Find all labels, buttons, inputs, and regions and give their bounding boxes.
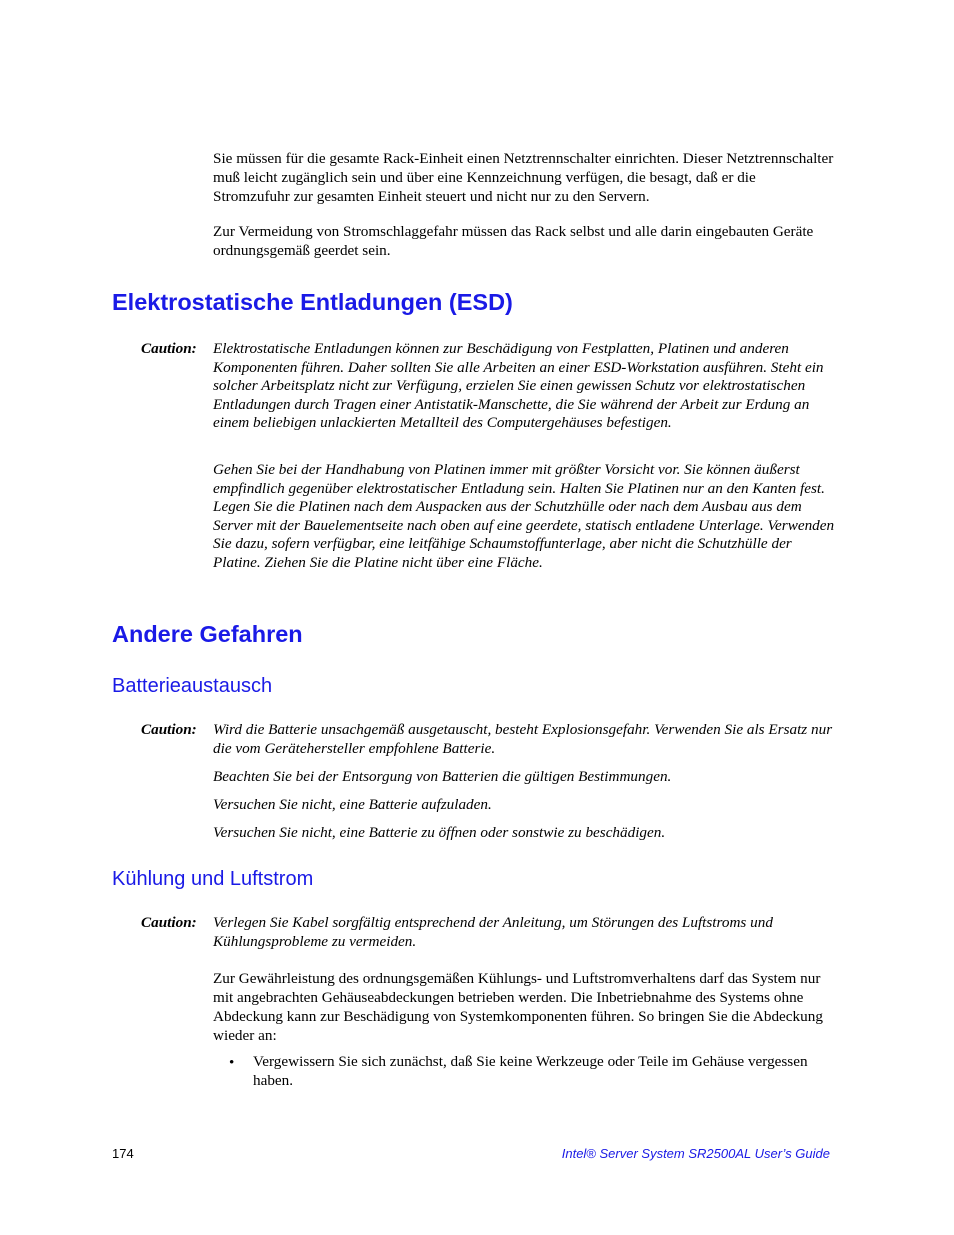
footer-page-number: 174 [112, 1146, 134, 1161]
caution-battery-1: Wird die Batterie unsachgemäß ausgetauscht, besteht Explosionsgefahr. Verwenden Sie als Ersatz nur die vom Gerätehersteller empfohlene Batterie. [213, 721, 833, 757]
caution-label-cooling: Caution: [141, 914, 197, 931]
footer-doc-title: Intel® Server System SR2500AL User’s Guide [561, 1146, 830, 1161]
caution-label-esd: Caution: [141, 340, 197, 357]
cooling-paragraph: Zur Gewährleistung des ordnungsgemäßen Kühlungs- und Luftstromverhaltens darf das System nur mit angebrachten Gehäuseabdeckungen betrieben werden. Die Inbetriebnahme des Systems ohne Abdeckung kann zur Beschädigung von Systemkomponenten führen. So bringen Sie die Abdeckung wieder an: [213, 970, 823, 1044]
intro-paragraph-1: Sie müssen für die gesamte Rack-Einheit einen Netztrennschalter einrichten. Dieser Netztrennschalter muß leicht zugänglich sein und über eine Kennzeichnung verfügen, die besagt, daß er die Stromzufuhr zur gesamten Einheit steuert und nicht nur zu den Servern. [213, 150, 834, 205]
heading-cooling: Kühlung und Luftstrom [112, 868, 314, 890]
caution-battery-2: Beachten Sie bei der Entsorgung von Batterien die gültigen Bestimmungen. [213, 768, 672, 785]
caution-esd-1: Elektrostatische Entladungen können zur Beschädigung von Festplatten, Platinen und anderen Komponenten führen. Daher sollten Sie alle Arbeiten an einer ESD-Workstation ausführen. Steht ein solcher Arbeitsplatz nicht zur Verfügung, erzielen Sie einen gewissen Schutz vor elektrostatischen Entladungen durch Tragen einer Antistatik-Manschette, die Sie während der Arbeit zur Erdung an einem beliebigen unlackierten Metallteil des Computergehäuses befestigen. [213, 340, 824, 432]
caution-label-battery: Caution: [141, 721, 197, 738]
caution-esd-2: Gehen Sie bei der Handhabung von Platinen immer mit größter Vorsicht vor. Sie können äußerst empfindlich gegenüber elektrostatischer Entladung sein. Halten Sie Platinen nur an den Kanten fest. Legen Sie die Platinen nach dem Auspacken aus der Schutzhülle oder nach dem Ausbau aus dem Server mit der Bauelementseite nach oben auf eine geerdete, statisch entladene Unterlage. Verwenden Sie dazu, sofern verfügbar, eine leitfähige Schaumstoffunterlage, aber nicht die Schutzhülle der Platine. Ziehen Sie die Platine nicht über eine Fläche. [213, 461, 835, 571]
intro-paragraph-2: Zur Vermeidung von Stromschlaggefahr müssen das Rack selbst und alle darin eingebauten Geräte ordnungsgemäß geerdet sein. [213, 223, 814, 259]
bullet-marker: • [229, 1054, 235, 1071]
heading-other-hazards: Andere Gefahren [112, 621, 303, 647]
heading-esd: Elektrostatische Entladungen (ESD) [112, 289, 513, 315]
bullet-item-1: Vergewissern Sie sich zunächst, daß Sie keine Werkzeuge oder Teile im Gehäuse vergessen haben. [253, 1053, 808, 1089]
caution-cooling-1: Verlegen Sie Kabel sorgfältig entsprechend der Anleitung, um Störungen des Luftstroms und Kühlungsprobleme zu vermeiden. [213, 914, 773, 950]
caution-battery-3: Versuchen Sie nicht, eine Batterie aufzuladen. [213, 796, 492, 813]
heading-battery: Batterieaustausch [112, 675, 273, 697]
caution-battery-4: Versuchen Sie nicht, eine Batterie zu öffnen oder sonstwie zu beschädigen. [213, 824, 666, 841]
